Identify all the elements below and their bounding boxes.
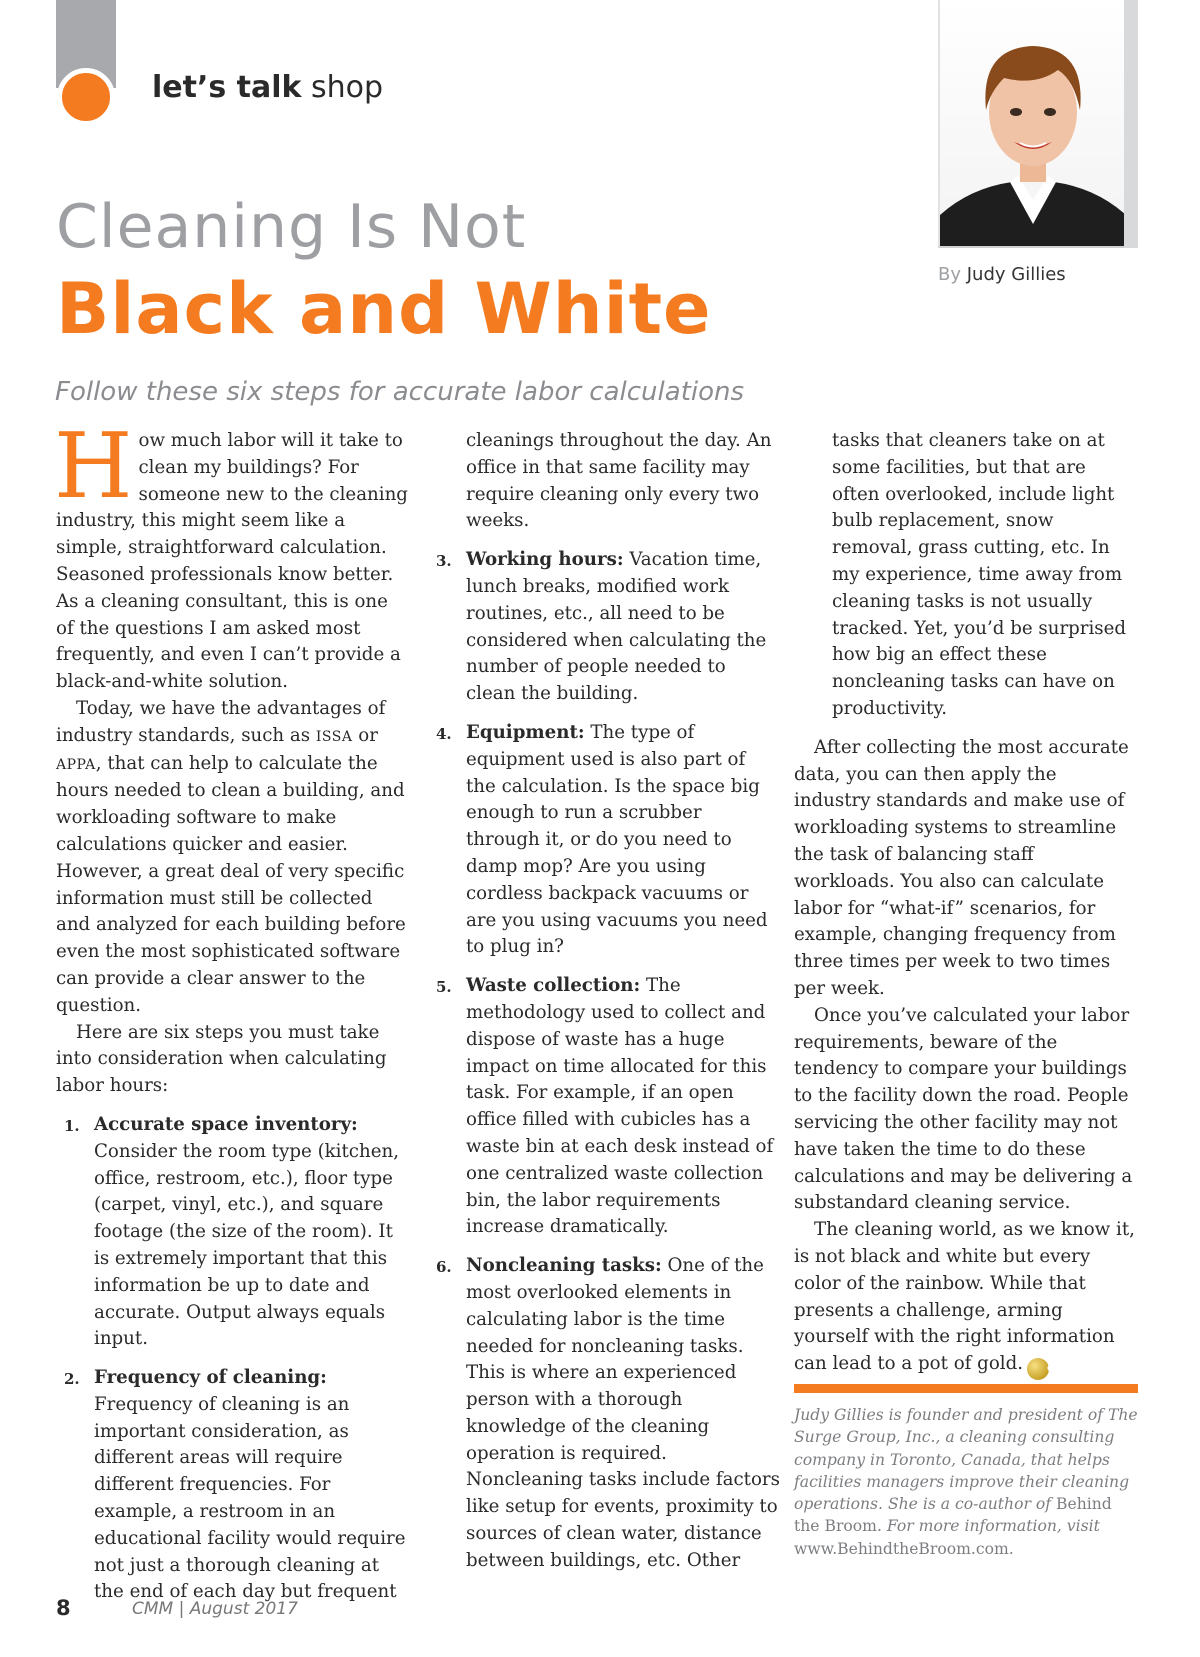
list-body-2-continued: cleanings throughout the day. An office in that same facility may require cleaning only every two weeks. <box>466 430 772 532</box>
list-heading-3: Working hours: <box>466 549 624 571</box>
list-heading-4: Equipment: <box>466 721 585 743</box>
section-label-bold: let’s talk <box>152 70 302 105</box>
list-body-3: Vacation time, lunch breaks, modified work routines, etc., all need to be considered when calculating the number of people needed to clean the building. <box>466 549 767 705</box>
paragraph-intro-text: ow much labor will it take to clean my buildings? For someone new to the cleaning industry, this might seem like a simple, straightforward calculation. Seasoned professionals know better. As a cleaning consultant, this is one of the questions I am asked most frequently, and even I can’t provide a black-and-white solution. <box>56 430 408 693</box>
paragraph-after-collecting: After collecting the most accurate data, you can then apply the industry standards and make use of workloading systems to streamline the task of balancing staff workloads. You also can calculate labor for “what-if” scenarios, for example, changing frequency from three times per week to two times per week. <box>794 736 1129 999</box>
paragraph-intro <box>54 414 408 696</box>
title-line-1: Cleaning Is Not <box>56 192 527 262</box>
bio-divider <box>794 1384 1138 1393</box>
list-number-2: 2. <box>64 1370 80 1389</box>
list-body-4: The type of equipment used is also part of the calculation. Is the space big enough to run a scrubber through it, or do you need to damp mop? Are you using cordless backpack vacuums or are you using vacuums you need to plug in? <box>466 721 768 958</box>
footer-publication: CMM | August 2017 <box>132 1599 298 1619</box>
paragraph-beware: Once you’ve calculated your labor requirements, beware of the tendency to compare your buildings to the facility down the road. People servicing the other facility may not have taken the time to do these calculations and may be delivering a substandard cleaning service. <box>794 1004 1133 1214</box>
article-column-2 <box>428 428 780 1575</box>
list-heading-2: Frequency of cleaning: <box>94 1367 327 1389</box>
author-photo <box>938 0 1124 248</box>
byline <box>938 264 1066 285</box>
list-item-6 <box>428 1253 780 1575</box>
list-body-6-continued: tasks that cleaners take on at some facilities, but that are often overlooked, include light bulb replacement, snow removal, grass cutting, etc. In my experience, time away from cleaning tasks is not usually tracked. Yet, you’d be surprised how big an effect these noncleaning tasks can have on productivity. <box>832 430 1127 719</box>
bio-text-a: Judy Gillies is founder and president of The Surge Group, Inc., a cleaning consulting company in Toronto, Canada, that helps facilities managers improve their cleaning operations. She is a co-author of <box>794 1406 1138 1514</box>
list-body-2: Frequency of cleaning is an important consideration, as different areas will require different frequencies. For example, a restroom in an educational facility would require not just a thorough cleaning at the end of each day but frequent <box>94 1393 406 1603</box>
list-item-5 <box>428 973 780 1241</box>
header-orange-dot <box>57 68 115 126</box>
list-body-1: Consider the room type (kitchen, office, restroom, etc.), floor type (carpet, vinyl, etc.), and square footage (the size of the room). It is extremely important that this information be up to date and accurate. Output always equals input. <box>94 1140 399 1350</box>
author-bio <box>794 1404 1138 1560</box>
author-photo-frame <box>938 0 1138 248</box>
title-line-2: Black and White <box>56 268 712 350</box>
cmm-coin-icon: CM <box>1027 1358 1049 1380</box>
byline-by: By <box>938 264 962 285</box>
author-portrait-illustration <box>940 0 1124 248</box>
bio-text-b: . For more information, visit <box>876 1517 1100 1536</box>
paragraph-standards-text-c: , that can help to calculate the hours needed to clean a building, and workloading software to make calculations quicker and easier. However, a great deal of very specific information must still be collected and analyzed for each building before even the most sophisticated software can provide a clear answer to the question. <box>56 752 406 1016</box>
list-number-5: 5. <box>436 978 452 997</box>
paragraph-conclusion <box>794 1217 1138 1380</box>
paragraph-conclusion-text: The cleaning world, as we know it, is not black and white but every color of the rainbow. While that presents a challenge, arming yourself with the right information can lead to a pot of gold. <box>794 1219 1135 1375</box>
list-body-5: The methodology used to collect and dispose of waste has a huge impact on time allocated for this task. For example, if an open office filled with cubicles has a waste bin at each desk instead of one centralized waste collection bin, the labor requirements increase dramatically. <box>466 975 774 1238</box>
paragraph-standards-text-b: or <box>352 724 378 746</box>
list-number-3: 3. <box>436 552 452 571</box>
list-heading-1: Accurate space inventory: <box>94 1113 358 1135</box>
list-body-6: One of the most overlooked elements in calculating labor is the time needed for noncleaning tasks. This is where an experienced person with a thorough knowledge of the cleaning operation is required. Noncleaning tasks include factors like setup for events, proximity to sources of clean water, distance between buildings, etc. Other <box>466 1255 780 1571</box>
page-number: 8 <box>56 1596 71 1620</box>
bio-book-title: Behind the Broom <box>794 1495 1112 1536</box>
list-item-4 <box>428 720 780 961</box>
byline-author: Judy Gillies <box>966 264 1066 285</box>
list-item-2 <box>56 1365 408 1606</box>
list-heading-5: Waste collection: <box>466 975 641 997</box>
bio-text-c: . <box>1008 1539 1014 1558</box>
article-column-3 <box>794 428 1138 1380</box>
drop-cap: H <box>54 414 133 519</box>
article-column-1 <box>54 414 408 1606</box>
paragraph-standards <box>56 696 408 1020</box>
list-item-3 <box>428 547 780 708</box>
list-number-4: 4. <box>436 724 452 743</box>
list-heading-6: Noncleaning tasks: <box>466 1255 662 1277</box>
section-label <box>152 70 383 105</box>
bio-website[interactable]: www.BehindtheBroom.com <box>794 1539 1009 1558</box>
paragraph-standards-text-a: Today, we have the advantages of industry standards, such as <box>56 697 386 746</box>
list-number-1: 1. <box>64 1116 80 1135</box>
list-item-1 <box>56 1112 408 1353</box>
list-number-6: 6. <box>436 1258 452 1277</box>
abbr-appa: APPA <box>56 756 96 773</box>
abbr-issa: ISSA <box>315 728 353 745</box>
subtitle: Follow these six steps for accurate labor calculations <box>55 377 745 407</box>
paragraph-six-steps: Here are six steps you must take into consideration when calculating labor hours: <box>56 1021 387 1097</box>
section-label-rest: shop <box>301 70 384 105</box>
